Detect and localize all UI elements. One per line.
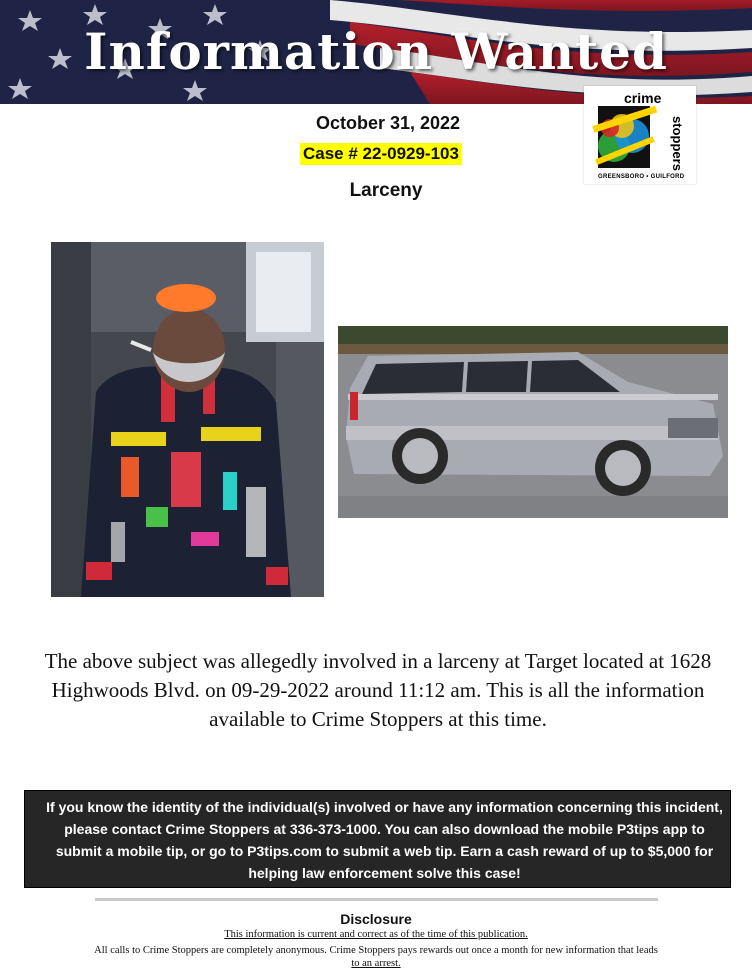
suspect-photo	[51, 242, 324, 597]
disclosure-anonymity-tail: to an arrest.	[351, 958, 401, 969]
vehicle-photo	[338, 326, 728, 518]
disclosure-currency-note: This information is current and correct as of the time of this publication.	[224, 929, 528, 940]
divider	[95, 898, 658, 901]
crime-stoppers-logo	[584, 86, 696, 184]
incident-description: The above subject was allegedly involved in a larceny at Target located at 1628 Highwoods Blvd. on 09-29-2022 around 11:12 am. This is all the information available to Crime Stoppers at this time.	[44, 649, 712, 731]
crime-type: Larceny	[349, 180, 423, 201]
disclosure-title: Disclosure	[340, 911, 412, 927]
page-title: Information Wanted	[84, 22, 668, 81]
bulletin-date: October 31, 2022	[315, 113, 461, 133]
tip-callout-text: If you know the identity of the individual(s) involved or have any information concerning this incident, please contact Crime Stoppers at 336-373-1000. You can also download the mobile P3tips app to submit a mobile tip, or go to P3tips.com to submit a web tip. Earn a cash reward of up to $5,000 for helping law enforcement solve this case!	[46, 799, 723, 881]
logo-region: GREENSBORO • GUILFORD	[598, 174, 685, 180]
suspect-image	[51, 242, 324, 597]
tip-callout-box	[24, 790, 731, 888]
logo-word-crime: crime	[624, 90, 662, 106]
disclosure-anonymity-text: All calls to Crime Stoppers are completely anonymous. Crime Stoppers pays rewards out once a month for new information that leads	[94, 945, 658, 956]
disclosure-anonymity-note	[30, 944, 722, 970]
logo-word-stoppers: stoppers	[669, 116, 685, 171]
vehicle-image	[338, 326, 728, 518]
case-number: Case # 22-0929-103	[300, 143, 462, 165]
